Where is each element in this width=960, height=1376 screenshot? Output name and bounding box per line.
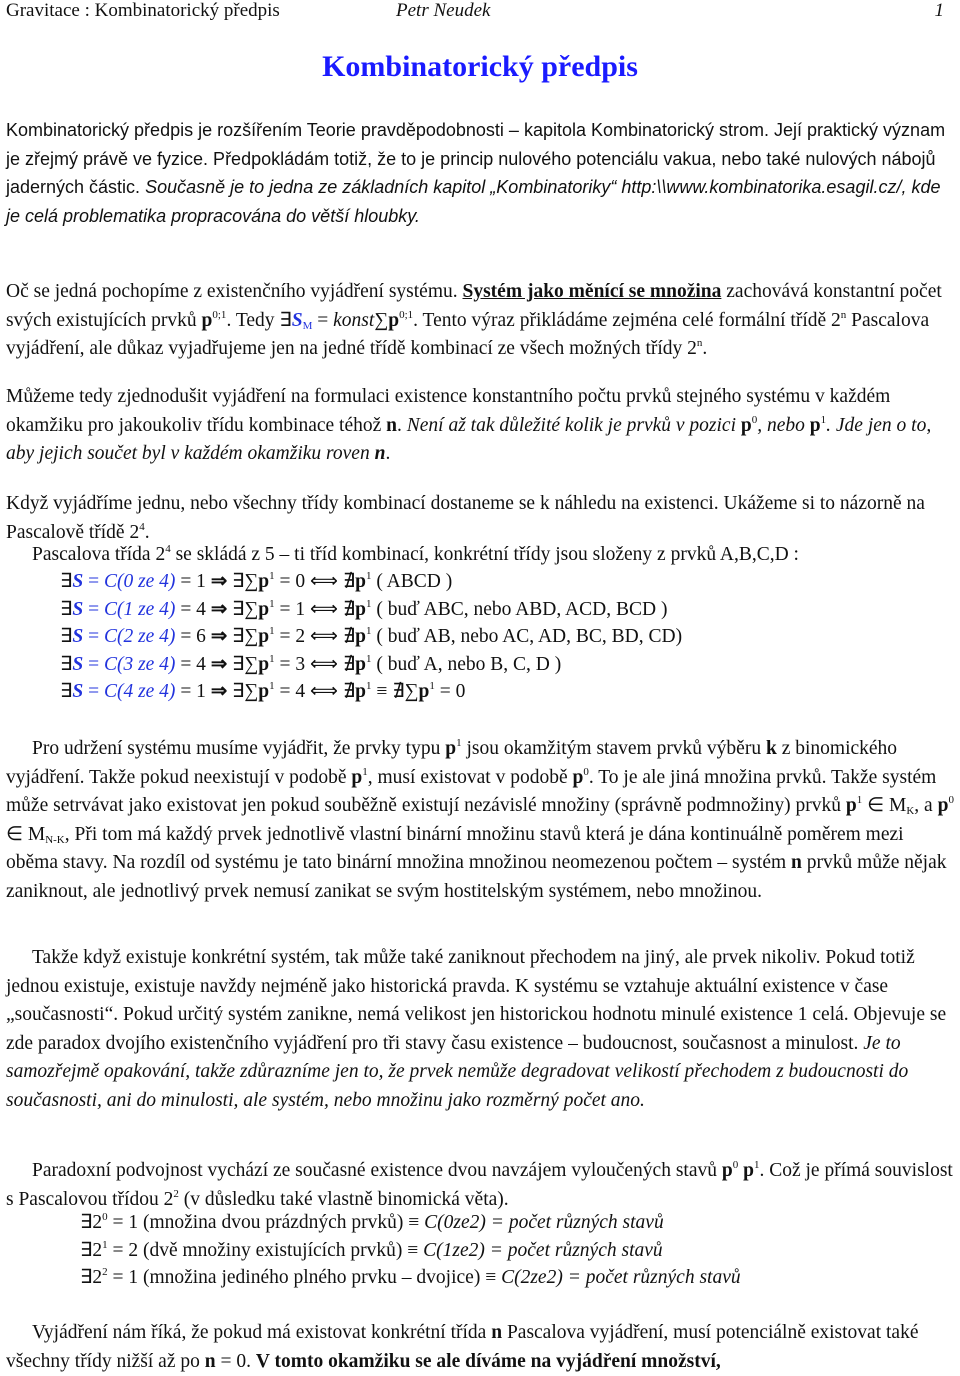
sup: 1 [366, 680, 372, 692]
text: . Tedy ∃ [226, 309, 292, 331]
exists-symbol: ∃ [60, 681, 73, 702]
paragraph-system [6, 278, 954, 364]
sup: 0 [102, 1211, 108, 1223]
equiv-symbol: ≡ [408, 1212, 425, 1233]
symbol: S [291, 309, 303, 331]
equiv: = 3 ⟺ [274, 653, 343, 675]
text: Takže když existuje konkrétní systém, tak může také zaniknout přechodem na jiný, ale prvek nikoliv. Pokud totiž jednou existuje, existuje navždy nejméně jako historická pravda. K systému se vztahuje aktuální existence v čase „současnosti“. Pokud určitý systém zanikne, nemá velikost jen historickou hodnotu minulé existence 1 celá. Objevuje se zde paradox dvojího existenčního vyjádření pro tři stavy času existence – budoucnost, současnost a minulost. [6, 947, 947, 1054]
equals: = [83, 571, 104, 592]
formula2-tail: = počet různých stavů [485, 1212, 664, 1233]
sup: 1 [820, 413, 827, 426]
sup: 1 [269, 625, 275, 637]
set-symbol: S [72, 571, 84, 592]
header-author: Petr Neudek [396, 0, 491, 21]
not-exists-symbol: ∄ [342, 598, 356, 620]
symbol: p [258, 598, 270, 620]
sup: 1 [366, 625, 372, 637]
formula2-line [80, 1237, 960, 1266]
sup: n [840, 308, 847, 321]
symbol: p [258, 626, 270, 647]
text: = [312, 309, 334, 331]
paragraph-simplify [6, 383, 954, 469]
formula-rest: ( ABCD ) [371, 571, 453, 592]
implies-arrow: ⇒ [210, 653, 228, 675]
not-exists-symbol: ∄ [342, 681, 356, 702]
formula2-text: = 1 (množina jediného plného prvku – dvojice) [107, 1267, 486, 1288]
paragraph-pascal-intro [6, 490, 954, 547]
symbol: p [355, 598, 367, 620]
formula2-tail: = počet různých stavů [484, 1239, 663, 1261]
formula2-line [80, 1264, 960, 1293]
not-exists-symbol: ∄ [342, 571, 356, 592]
text: , Při tom má každý prvek jednotlivě vlastní binární množinu stavů která je dána kontinuálně poměrem mezi oběma stavy. Na rozdíl od systému je tato binární množina množinou neomezenou počtem – systém [6, 823, 904, 873]
formula-rest: ( buď AB, nebo AC, AD, BC, BD, CD) [371, 626, 683, 647]
formula-line [60, 678, 960, 707]
symbol: p [418, 681, 430, 702]
sub: K [906, 805, 915, 817]
text: , a [914, 795, 938, 816]
sup: 0;1 [399, 308, 414, 321]
sup: 0 [751, 413, 758, 426]
text: . [702, 338, 708, 359]
text: Pascalova třída 2 [32, 544, 166, 565]
combination: C(3 ze 4) [103, 653, 176, 675]
intro-paragraph [6, 116, 954, 230]
text: ∈ M [862, 795, 907, 816]
sup: 4 [165, 543, 171, 555]
page-number: 1 [934, 0, 944, 21]
bold-text: V tomto okamžiku se ale díváme na vyjádření množství, [255, 1350, 721, 1372]
sup: 1 [366, 597, 372, 610]
symbol: n [791, 852, 802, 873]
sup: 0 [948, 794, 954, 806]
text: . Jde jen o to, aby jejich součet byl v každém okamžiku roven [6, 414, 932, 464]
exists-symbol: ∃ [60, 626, 73, 647]
exists-sum-symbol: ∃∑ [227, 681, 259, 702]
symbol: p [743, 1160, 754, 1181]
exists-symbol: ∃ [60, 598, 73, 620]
symbol: p [809, 414, 821, 436]
combination: C(2 ze 4) [103, 626, 176, 647]
symbol: p [258, 571, 270, 592]
text: Pro udržení systému musíme vyjádřit, že prvky typu [32, 738, 446, 759]
formula-line [60, 596, 960, 625]
sup: n [696, 337, 703, 349]
text: Oč se jedná pochopíme z existenčního vyjádření systému. [6, 281, 463, 302]
exists-symbol: ∃2 [80, 1239, 103, 1261]
equiv: = 2 ⟺ [274, 626, 343, 647]
symbol: p [201, 309, 213, 331]
italic-text: Je to samozřejmě opakování, takže zdůrazníme jen to, že prvek nemůže degradovat velikostí přechodem z budoucnosti do současnosti, ani do minulosti, ale systém, nebo množinu jako rozměrný počet ano. [6, 1032, 909, 1111]
exists-symbol: ∃ [60, 653, 73, 675]
formula-rest: = 0 [434, 681, 466, 702]
formula2-line [80, 1209, 960, 1238]
exists-symbol: ∃2 [80, 1267, 103, 1288]
exists-sum-symbol: ∃∑ [227, 571, 259, 592]
sup: 2 [102, 1266, 108, 1278]
header-left: Gravitace : Kombinatorický předpis [6, 0, 280, 21]
equiv-symbol: ≡ [485, 1267, 502, 1288]
paragraph-conclusion [6, 1319, 954, 1376]
implies-arrow: ⇒ [210, 598, 228, 620]
set-symbol: S [72, 626, 84, 647]
equiv: = 1 ⟺ [274, 598, 343, 620]
sup: 2 [173, 1187, 179, 1200]
text: Když vyjádříme jednu, nebo všechny třídy kombinací dostaneme se k náhledu na existenci. Ukážeme si to názorně na Pascalově třídě 2 [6, 493, 925, 543]
text: Není až tak důležité kolik je prvků v pozici [406, 414, 741, 436]
page-header [6, 0, 954, 24]
symbol: n [491, 1322, 503, 1343]
formula2-text: = 2 (dvě množiny existujících prvků) [107, 1239, 408, 1261]
combination: C(0ze2) [424, 1212, 486, 1233]
sup: 1 [269, 570, 275, 582]
combination: C(0 ze 4) [103, 571, 176, 592]
formula-line [60, 623, 960, 652]
text: konst [333, 309, 375, 331]
symbol: p [845, 795, 857, 816]
set-symbol: S [72, 653, 84, 675]
sum-symbol: ∑ [374, 309, 389, 331]
sup: 4 [139, 520, 145, 533]
exists-sum-symbol: ∃∑ [227, 653, 259, 675]
sup: 0 [732, 1159, 739, 1171]
set-symbol: S [72, 681, 84, 702]
symbol: n [374, 443, 386, 464]
text: Paradoxní podvojnost vychází ze současné existence dvou navzájem vyloučených stavů [32, 1160, 722, 1181]
text: ∈ M [6, 823, 46, 845]
sup: 1 [429, 680, 435, 692]
exists-symbol: ∃2 [80, 1212, 103, 1233]
equiv-symbol: ≡ [407, 1239, 424, 1261]
intro-text: Kombinatorický předpis je rozšířením Teorie pravděpodobnosti – kapitola Kombinatorický strom. Její praktický význam je zřejmý právě ve fyzice. Předpokládám totiž, že to je princip nulového potenciálu vakua, nebo také nulových nábojů jaderných částic. [6, 120, 946, 197]
formula2-text: = 1 (množina dvou prázdných prvků) [107, 1212, 409, 1233]
text: . To je ale jiná množina prvků. Takže systém může setrvávat jako existovat jen pokud souběžně existují nezávislé množiny (správně podmnožiny) prvků [6, 766, 937, 816]
sub: N-K [45, 833, 65, 846]
combination: C(4 ze 4) [103, 681, 176, 702]
symbol: p [355, 626, 367, 647]
symbol: p [351, 766, 363, 788]
exists-sum-symbol: ∃∑ [227, 626, 259, 647]
sub: M [302, 319, 313, 332]
text: . Tento výraz přikládáme zejména celé formální třídě 2 [413, 309, 841, 331]
paragraph-existence [6, 944, 954, 1115]
sup: 1 [366, 652, 372, 665]
symbol: p [355, 571, 367, 592]
paragraph-maintain [6, 735, 954, 906]
equiv: = 4 ⟺ [274, 681, 343, 702]
emphasis: Systém jako měnící se množina [462, 281, 722, 302]
not-exists-symbol: ∄ [342, 626, 356, 647]
text: Pascalova vyjádření, musí potenciálně existovat také všechny třídy nižší až po [6, 1322, 919, 1372]
symbol: p [355, 681, 367, 702]
combination: C(2ze2) [501, 1267, 563, 1288]
text: , musí existovat v podobě [367, 766, 573, 788]
text: z binomického vyjádření. Takže pokud neexistují v podobě [6, 738, 898, 788]
value: = 4 [175, 653, 211, 675]
document-title: Kombinatorický předpis [322, 50, 638, 83]
value: = 4 [175, 598, 211, 620]
value: = 1 [175, 681, 211, 702]
set-symbol: S [72, 598, 84, 620]
formula-rest: ( buď ABC, nebo ABD, ACD, BCD ) [371, 598, 668, 620]
text: . [397, 414, 407, 436]
symbol: p [721, 1160, 733, 1181]
paragraph-paradox [6, 1157, 954, 1214]
text: . [144, 521, 150, 543]
equals: = [83, 598, 104, 620]
text: , nebo [757, 414, 810, 436]
text: Můžeme tedy zjednodušit vyjádření na formulaci existence konstantního počtu prvků stejného systému v každém okamžiku pro jakoukoliv třídu kombinace téhož [6, 386, 891, 436]
equals: = [83, 626, 104, 647]
text: jsou okamžitým stavem prvků výběru [461, 738, 766, 759]
sup: 0 [583, 765, 589, 778]
symbol: p [258, 681, 270, 702]
implies-arrow: ⇒ [210, 626, 228, 647]
symbol: p [937, 795, 949, 816]
sup: 1 [269, 652, 275, 665]
text: prvků může nějak zaniknout, ale jednotlivý prvek nemusí zanikat se svým hostitelským systémem, nebo množinou. [6, 852, 947, 902]
equiv: = 0 ⟺ [274, 571, 343, 592]
formula-line [60, 651, 960, 680]
symbol: p [740, 414, 752, 436]
symbol: p [445, 738, 457, 759]
combination: C(1ze2) [423, 1239, 485, 1261]
paragraph-pascal-class [6, 541, 960, 570]
implies-arrow: ⇒ [210, 571, 228, 592]
symbol: n [386, 414, 398, 436]
exists-symbol: ∃ [60, 571, 73, 592]
text: Pascalova vyjádření, ale důkaz vyjadřujeme jen na jedné třídě kombinací ze všech možných třídy 2 [6, 309, 930, 359]
sup: 1 [753, 1159, 760, 1171]
symbol: n [204, 1350, 216, 1372]
sup: 1 [269, 597, 275, 610]
sup: 1 [362, 765, 368, 778]
symbol: p [388, 309, 400, 331]
equals: = [83, 681, 104, 702]
formula2-tail: = počet různých stavů [562, 1267, 741, 1288]
implies-arrow: ⇒ [210, 681, 228, 702]
symbol: p [258, 653, 270, 675]
sup: 1 [456, 737, 462, 749]
value: = 1 [175, 571, 211, 592]
sup: 0;1 [212, 308, 227, 321]
text: . [385, 443, 391, 464]
sup: 1 [366, 570, 372, 582]
value: = 6 [175, 626, 211, 647]
text: . Což je přímá souvislost s Pascalovou třídou 2 [6, 1160, 953, 1210]
text: = 0. [215, 1350, 256, 1372]
text: (v důsledku také vlastně binomická věta). [178, 1188, 509, 1210]
text: Vyjádření nám říká, že pokud má existovat konkrétní třída [32, 1322, 492, 1343]
formula-line [60, 568, 960, 597]
symbol: p [355, 653, 367, 675]
sup: 1 [102, 1238, 108, 1251]
symbol: p [572, 766, 584, 788]
sup: 1 [269, 680, 275, 692]
sup: 1 [856, 794, 863, 806]
text: se skládá z 5 – ti tříd kombinací, konkrétní třídy jsou složeny z prvků A,B,C,D : [170, 544, 799, 565]
not-exists-symbol: ∄ [342, 653, 356, 675]
text: zachovává konstantní počet svých existujících prvků [6, 281, 942, 331]
equiv-symbol: ≡ ∄∑ [371, 681, 419, 702]
equals: = [83, 653, 104, 675]
combination: C(1 ze 4) [103, 598, 176, 620]
intro-link-text: Současně je to jedna ze základních kapitol „Kombinatoriky“ http:\\www.kombinatorika.esagil.cz/, kde je celá problematika propracována do větší hloubky. [6, 177, 941, 226]
exists-sum-symbol: ∃∑ [227, 598, 259, 620]
formula-rest: ( buď A, nebo B, C, D ) [371, 653, 562, 675]
symbol: k [765, 738, 777, 759]
